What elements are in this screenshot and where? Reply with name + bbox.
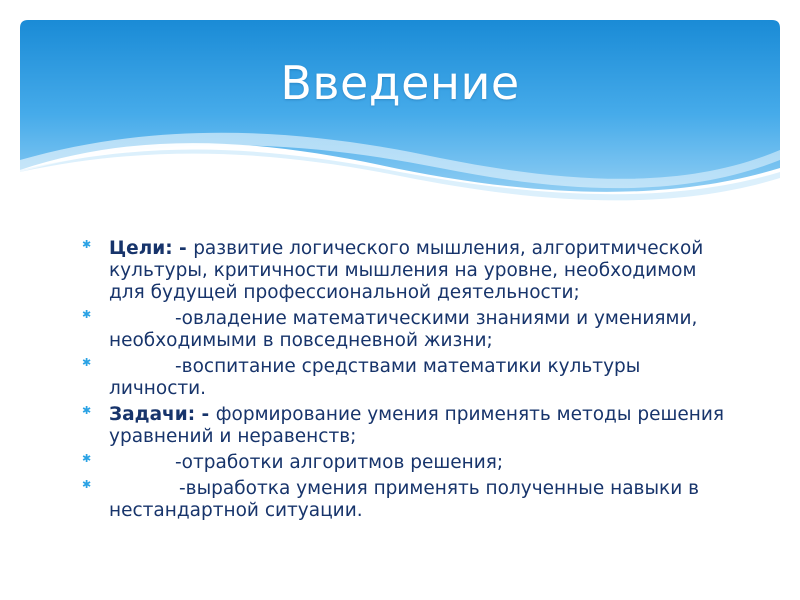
slide-title: Введение (280, 56, 520, 110)
list-item (82, 452, 732, 474)
list-item-text: -выработка умения применять полученные навыки в нестандартной ситуации. (109, 478, 700, 521)
list-item (82, 308, 732, 352)
goals-label: Цели: - (109, 238, 194, 259)
asterisk-bullet-icon: ✱ (82, 452, 92, 465)
list-item-text: -овладение математическими знаниями и умениями, необходимыми в повседневной жизни; (109, 308, 698, 351)
list-item-text: -отработки алгоритмов решения; (175, 452, 504, 473)
list-item (82, 238, 732, 304)
asterisk-bullet-icon: ✱ (82, 478, 92, 491)
bullet-list (82, 238, 732, 526)
asterisk-bullet-icon: ✱ (82, 308, 92, 321)
list-item-text: развитие логического мышления, алгоритмической культуры, критичности мышления на уровне, необходимом для будущей профессиональной деятельности; (109, 238, 704, 303)
asterisk-bullet-icon: ✱ (82, 238, 92, 251)
list-item-text: -воспитание средствами математики культуры личности. (109, 356, 641, 399)
list-item (82, 478, 732, 522)
list-item (82, 404, 732, 448)
tasks-label: Задачи: - (109, 404, 216, 425)
asterisk-bullet-icon: ✱ (82, 356, 92, 369)
header-wave-background (0, 0, 800, 230)
asterisk-bullet-icon: ✱ (82, 404, 92, 417)
list-item (82, 356, 732, 400)
list-item-text: формирование умения применять методы решения уравнений и неравенств; (109, 404, 725, 447)
